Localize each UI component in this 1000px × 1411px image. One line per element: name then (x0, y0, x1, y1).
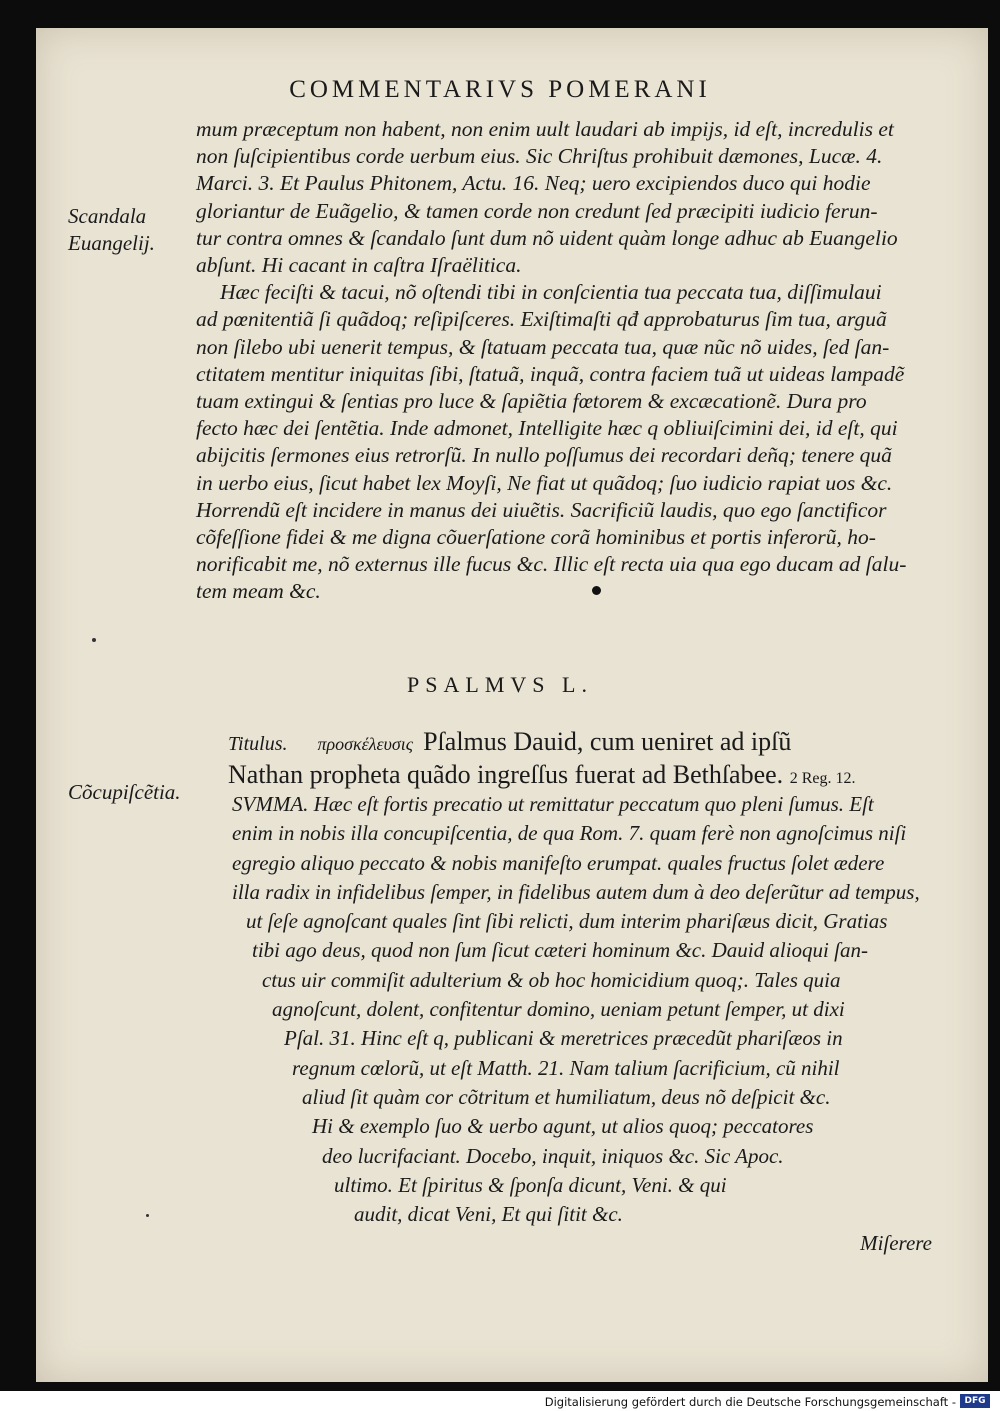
summa-line: agnoſcunt, dolent, confitentur domino, ueniam petunt ſemper, ut dixi (272, 997, 845, 1022)
summa-line: ctus uir commiſit adulterium & ob hoc homicidium quoq;. Tales quia (262, 967, 841, 992)
psalm-title-line: Pſalmus Dauid, cum ueniret ad ipſũ (423, 727, 792, 756)
summa-block (232, 790, 920, 1229)
margin-note-line: Scandala (68, 204, 147, 228)
summa-line: deo lucrifaciant. Docebo, inquit, iniquos &c. Sic Apoc. (322, 1143, 784, 1168)
summa-line: SVMMA. Hæc eſt fortis precatio ut remittatur peccatum quo pleni ſumus. Eſt (232, 792, 874, 816)
running-header: COMMENTARIVS POMERANI (289, 76, 711, 103)
dfg-logo-icon: DFG (960, 1394, 990, 1408)
text-line: gloriantur de Euãgelio, & tamen corde non credunt ſed præcipiti iudicio ferun- (196, 198, 878, 223)
psalm-titulus (228, 727, 791, 757)
psalm-title-text: Nathan propheta quãdo ingreſſus fuerat ad Bethſabee. (228, 760, 784, 789)
text-line: ctitatem mentitur iniquitas ſibi, ſtatuã, inquã, contra faciem tuã ut uideas lampadẽ (196, 361, 905, 386)
text-line: cõfeſſione fidei & me digna cõuerſatione corã hominibus et portis inferorũ, ho- (196, 525, 876, 550)
summa-line: ut ſeſe agnoſcant quales ſint ſibi relicti, dum interim phariſæus dicit, Gratias (246, 909, 888, 934)
text-line: in uerbo eius, ſicut habet lex Moyſi, Ne fiat ut quãdoq; ſuo iudicio rapiat uos &c. (196, 470, 893, 495)
greek-word: προσκέλευσις (317, 734, 414, 754)
summa-line: ultimo. Et ſpiritus & ſponſa dicunt, Veni. & qui (334, 1172, 727, 1197)
commentary-block (196, 116, 906, 606)
psalm-title-line-2 (228, 760, 855, 790)
text-line: ad pœnitentiã ſi quãdoq; reſipiſceres. Exiſtimaſti qđ approbaturus ſim tua, arguã (196, 307, 887, 332)
text-line: tur contra omnes & ſcandalo ſunt dum nõ uident quàm longe adhuc ab Euangelio (196, 225, 898, 250)
margin-note-concupiscentia: Cõcupiſcẽtia. (68, 780, 181, 804)
summa-line: regnum cœlorũ, ut eſt Matth. 21. Nam talium ſacrificium, cũ nihil (292, 1055, 840, 1080)
text-line: fecto hæc dei ſentẽtia. Inde admonet, Intelligite hæc q obliuiſcimini dei, id eſt, qui (196, 416, 898, 441)
summa-line: egregio aliquo peccato & nobis manifeſto erumpat. quales fructus ſolet ædere (232, 850, 885, 875)
text-line: mum præceptum non habent, non enim uult laudari ab impijs, id eſt, incredulis et (196, 117, 894, 141)
psalm-heading: PSALMVS L. (407, 672, 593, 697)
margin-note-line: Euangelij. (68, 231, 155, 255)
text-line: abijcitis ſermones eius retrorſũ. In nullo poſſumus dei recordari deñq; tenere quã (196, 443, 892, 468)
catchword: Miſerere (860, 1231, 932, 1255)
text-line: norificabit me, nõ externus ille fucus &c. Illic eſt recta uia qua ego ducam ad ſalu- (196, 552, 907, 577)
text-line: non ſilebo ubi uenerit tempus, & ſtatuam peccata tua, quæ nũc nõ uides, ſed ſan- (196, 334, 890, 359)
summa-line: tibi ago deus, quod non ſum ſicut cæteri hominum &c. Dauid alioqui ſan- (252, 938, 868, 963)
ink-speck (92, 638, 96, 642)
summa-line: Pſal. 31. Hinc eſt q, publicani & meretrices præcedũt phariſæos in (284, 1026, 843, 1051)
text-line: Horrendũ eſt incidere in manus dei uiuẽtis. Sacrificiũ laudis, quo ego ſanctificor (196, 497, 887, 522)
text-line: Marci. 3. Et Paulus Phitonem, Actu. 16. Neq; uero excipiendos duco qui hodie (196, 171, 871, 196)
ink-blot (592, 586, 601, 595)
ink-speck (146, 1214, 149, 1217)
summa-line: Hi & exemplo ſuo & uerbo agunt, ut alios quoq; peccatores (312, 1114, 814, 1139)
summa-line: illa radix in infidelibus ſemper, in fidelibus autem dum à deo deſerũtur ad tempus, (232, 879, 920, 904)
footer-credit: Digitalisierung gefördert durch die Deutsche Forschungsgemeinschaft - (544, 1395, 956, 1409)
text-line: Hæc feciſti & tacui, nõ oſtendi tibi in conſcientia tua peccata tua, diſſimulaui (220, 280, 882, 305)
text-line: abſunt. Hi cacant in caſtra Iſraëlitica. (196, 253, 522, 278)
text-line: tem meam &c. (196, 579, 321, 604)
text-line: tuam extingui & ſentias pro luce & ſapiẽtia fœtorem & excæcationẽ. Dura pro (196, 389, 867, 414)
margin-note-scandala (68, 203, 155, 257)
titulus-label: Titulus. (228, 733, 288, 755)
scripture-reference: 2 Reg. 12. (789, 770, 856, 787)
summa-line: enim in nobis illa concupiſcentia, de qua Rom. 7. quam ferè non agnoſcimus niſi (232, 821, 907, 846)
summa-line: aliud ſit quàm cor cõtritum et humiliatum, deus nõ deſpicit &c. (302, 1084, 831, 1109)
summa-line: audit, dicat Veni, Et qui ſitit &c. (354, 1202, 623, 1227)
text-line: non ſuſcipientibus corde uerbum eius. Sic Chriſtus prohibuit dæmones, Lucæ. 4. (196, 144, 883, 169)
